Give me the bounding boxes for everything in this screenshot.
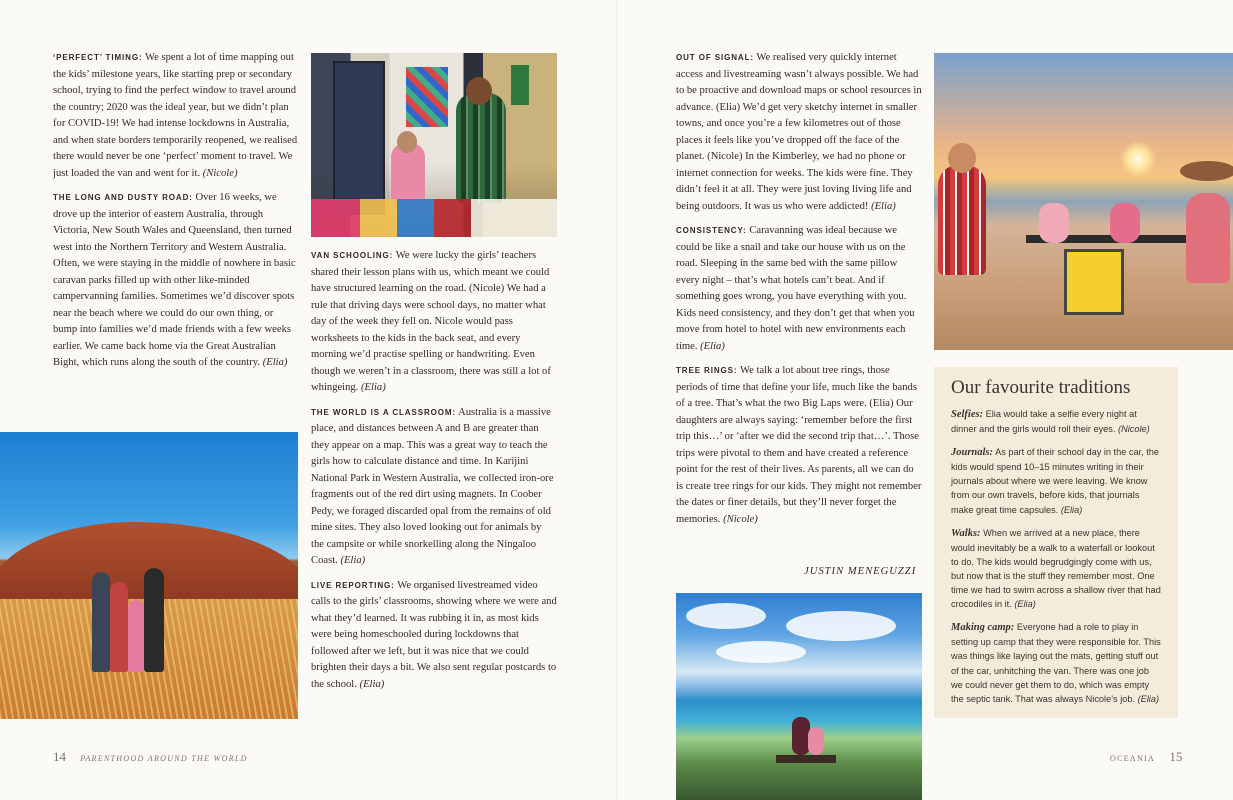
tradition-text: Elia would take a selfie every night at dinner and the girls would roll their eyes. — [951, 409, 1137, 435]
father-figure — [938, 165, 986, 275]
father-head — [466, 77, 492, 105]
father-head — [948, 143, 976, 173]
right-column-1 — [676, 50, 922, 536]
cloud — [786, 611, 896, 641]
father-figure — [456, 93, 506, 203]
cloud — [686, 603, 766, 629]
poster — [511, 65, 529, 105]
paragraph-lead: CONSISTENCY: — [676, 226, 747, 235]
sidebar-title: Our favourite traditions — [951, 377, 1131, 398]
left-column-1 — [53, 50, 298, 380]
coastal-lookout-photo — [676, 593, 922, 800]
paragraph-text: Australia is a massive place, and distances between A and B are greater than they appear on a map. This was a great way to teach the girls how to calculate distance and time. In Karijini National Park in Western Australia, we collected iron-ore fragments out of the red dirt using magnets. In Coober Pedy, we foraged discarded opal from the remains of old mine sites. They also loved looking out for animals by the campsite or while snorkelling along the Ningaloo Coast. — [311, 406, 554, 566]
art-table — [311, 199, 557, 237]
paragraph-attribution: (Nicole) — [723, 513, 758, 525]
paragraph-attribution: (Elia) — [361, 382, 386, 393]
tradition-item — [951, 526, 1161, 612]
right-footer — [1110, 749, 1182, 765]
tradition-term: Making camp: — [951, 622, 1015, 634]
paragraph-attribution: (Elia) — [700, 340, 725, 352]
person — [110, 582, 128, 672]
sun — [1120, 141, 1156, 177]
paragraph-attribution: (Elia) — [262, 357, 288, 368]
paragraph-lead: OUT OF SIGNAL: — [676, 53, 754, 62]
paragraph-lead: TREE RINGS: — [676, 366, 738, 375]
paragraph — [311, 405, 557, 570]
family-group — [84, 552, 174, 672]
tradition-item — [951, 620, 1161, 706]
running-title: OCEANIA — [1110, 754, 1156, 763]
paragraph-text: We spent a lot of time mapping out the kids’ milestone years, like starting prep or secondary school, trying to find the perfect window to travel around the country; 2020 was the ideal year, but we didn’t plan for COVID-19! We had intense lockdowns in Australia, and when state borders temporarily reopened, we realised there would never be one ‘perfect’ moment to travel. We just loaded the van and went for it. — [53, 52, 298, 179]
paragraph-text: We realised very quickly internet access and livestreaming wasn’t always possible. We had to be proactive and download maps or school resources in advance. (Elia) We’d get very sketchy internet in smaller towns, and once you’re a few kilometres out of those places it feels like you’ve dropped off the face of the planet. (Nicole) In the Kimberley, we had no phone or internet connection for weeks. The kids were fine. They didn’t feel it at all. They were just loving living life and being outdoors. It was us who were addicted! — [676, 52, 922, 212]
paragraph-lead: VAN SCHOOLING: — [311, 251, 394, 260]
mother-figure — [1186, 193, 1230, 283]
bench — [776, 755, 836, 763]
paragraph-text: Over 16 weeks, we drove up the interior of eastern Australia, through Victoria, New South Wales and Queensland, then turned west into the Northern Territory and Western Australia. Often, we were staying in the middle of nowhere in basic caravan parks filled up with other like-minded campervanning families. Sometimes we’d discover spots near the beach where we could do our own thing, or bump into families we’d made friends with a few weeks earlier. We came back home via the Great Australian Bight, which runs along the south of the country. — [53, 192, 296, 368]
tradition-item — [951, 407, 1161, 436]
tradition-text: Everyone had a role to play in setting up camp that they were responsible for. This was things like laying out the mats, getting stuff out of the car, unhitching the van. There was one job we could never get them to do, which was empty the septic tank. That was always Nicole’s job. — [951, 622, 1161, 704]
paragraph-text: We organised livestreamed video calls to the girls’ classrooms, showing where we were and what they’d learned. It was rubbing it in, as most kids were being homeschooled during lockdowns that followed after we left, but it was nice that we could brighten their days a bit. We also sent regular postcards to the school. — [311, 579, 557, 690]
tradition-attribution: (Elia) — [1060, 504, 1083, 515]
paragraph-lead: ‘PERFECT’ TIMING: — [53, 53, 143, 62]
running-title: PARENTHOOD AROUND THE WORLD — [80, 754, 248, 763]
author-byline: JUSTIN MENEGUZZI — [804, 566, 917, 577]
left-footer — [53, 749, 248, 765]
tradition-text: When we arrived at a new place, there would inevitably be a walk to a waterfall or lookout to do. The kids would begrudgingly come with us, but now that is the stuff they remember most. One time we had to swim across a shallow river that had crocodiles in it. — [951, 527, 1161, 610]
paragraph-text: Caravanning was ideal because we could be like a snail and take our house with us on the road. Sleeping in the same bed with the same pillow every night – that’s what hotels can’t beat. And if something goes wrong, you have everything with you. Kids need consistency, and they don’t get that when you move from hotel to hotel with new environments each time. — [676, 225, 915, 352]
tradition-attribution: (Elia) — [1137, 693, 1160, 704]
paragraph-attribution: (Nicole) — [202, 167, 238, 179]
tradition-term: Journals: — [951, 447, 994, 459]
person — [128, 600, 144, 672]
tradition-term: Selfies: — [951, 409, 984, 420]
poster — [406, 67, 448, 127]
uluru-family-photo — [0, 432, 298, 719]
person — [144, 568, 164, 672]
paragraph-text: We were lucky the girls’ teachers shared their lesson plans with us, which meant we could have structured learning on the road. (Nicole) We had a rule that driving days were school days, no matter what day of the week they fell on. Nicole would pass worksheets to the kids in the back seat, and every morning we’d practise spelling or handwriting. Even though we weren’t in a classroom, there was still a lot of whingeing. — [311, 250, 551, 393]
yellow-camp-chair — [1064, 249, 1124, 315]
van-schooling-photo — [311, 53, 557, 237]
paragraph-lead: THE LONG AND DUSTY ROAD: — [53, 193, 193, 202]
paragraph — [53, 50, 298, 182]
girl-head — [397, 131, 417, 153]
left-column-2 — [311, 248, 557, 701]
paragraph — [676, 363, 922, 528]
paragraph-lead: THE WORLD IS A CLASSROOM: — [311, 407, 457, 417]
cloud — [716, 641, 806, 663]
paragraph-text: We talk a lot about tree rings, those periods of time that define your life, much like the bands of a tree. That’s what the two Big Laps were. (Elia) Our daughters are always saying: ‘remember before the first trip this…’ or ‘after we did the second trip that…’. Those trips were pivotal to them and have created a reference point for the rest of their lives. As parents, all we can do is create tree rings for our kids. They might not remember the dates or finer details, but they’ll never forget the memories. — [676, 365, 922, 525]
door — [333, 61, 385, 215]
page-number: 14 — [53, 749, 66, 764]
paragraph — [676, 223, 922, 355]
paragraph — [311, 578, 557, 694]
sun-hat — [1180, 161, 1233, 181]
person — [92, 572, 110, 672]
traditions-sidebar — [934, 367, 1178, 718]
child-figure — [1039, 203, 1069, 243]
person — [808, 727, 824, 755]
tradition-text: As part of their school day in the car, the kids would spend 10–15 minutes writing in their journals about where we were leaving. We know from our own travels, before kids, that journals make great time capsules. — [951, 447, 1159, 515]
paragraph — [53, 190, 298, 372]
paragraph-lead: LIVE REPORTING: — [311, 580, 395, 590]
tradition-attribution: (Nicole) — [1118, 424, 1150, 435]
tradition-item — [951, 445, 1161, 516]
child-figure — [1110, 203, 1140, 243]
tradition-attribution: (Elia) — [1014, 599, 1036, 610]
paragraph-attribution: (Elia) — [871, 200, 896, 212]
paragraph — [676, 50, 922, 215]
page-gutter — [616, 0, 618, 800]
tradition-term: Walks: — [951, 527, 981, 539]
paragraph — [311, 248, 557, 397]
sunset-camp-photo — [934, 53, 1233, 350]
paragraph-attribution: (Elia) — [359, 678, 385, 690]
page-number: 15 — [1169, 749, 1183, 764]
paragraph-attribution: (Elia) — [340, 555, 366, 566]
